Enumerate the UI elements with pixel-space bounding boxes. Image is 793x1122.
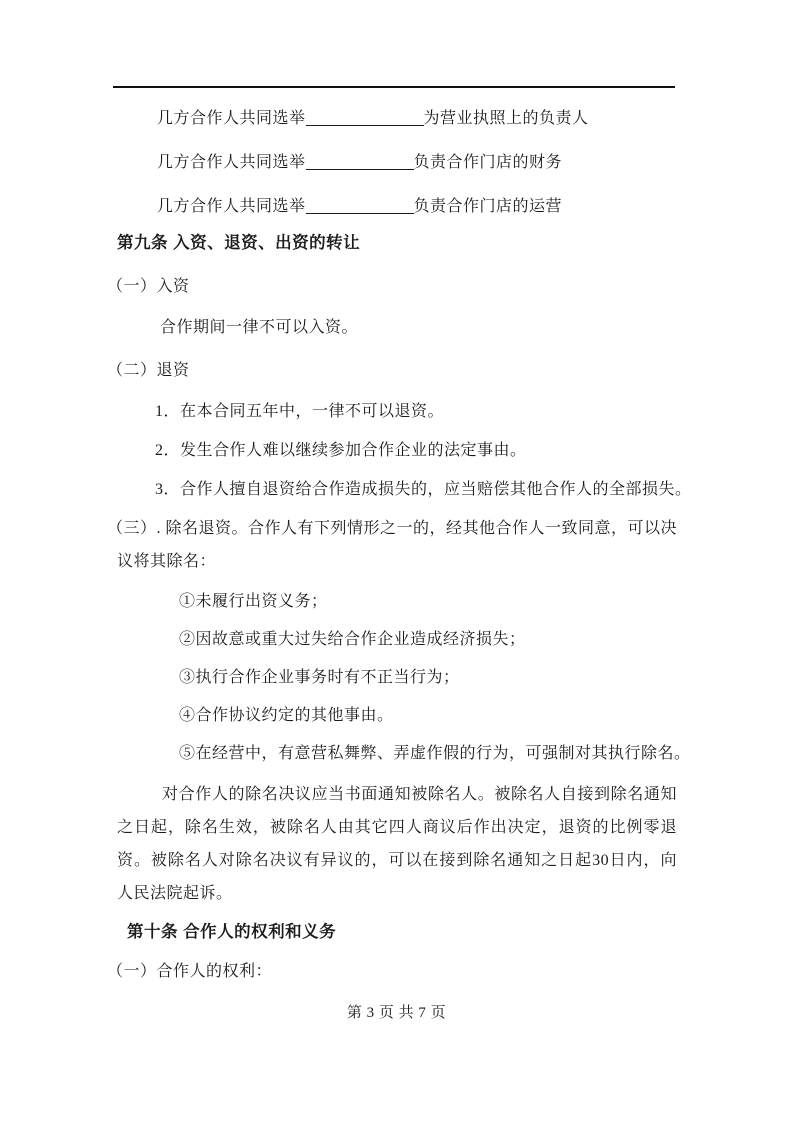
page-number: 第 3 页 共 7 页: [346, 1005, 447, 1021]
header-rule: [113, 86, 675, 88]
expulsion-procedure-paragraph: 对合作人的除名决议应当书面通知被除名人。被除名人自接到除名通知之日起，除名生效，被除名人由其它四人商议后作出决定，退资的比例零退资。被除名人对除名决议有异议的，可以在接到除名通知之日起30日内，向人民法院起诉。: [117, 786, 677, 902]
article9-section2-label: （二）退资: [107, 362, 190, 379]
article9-heading: 第九条 入资、退资、出资的转让: [117, 234, 361, 252]
expulsion-condition-item: ⑤在经营中，有意营私舞弊、弄虚作假的行为，可强制对其执行除名。: [179, 745, 691, 762]
election-clause-finance: [117, 146, 677, 179]
article10-heading: 第十条 合作人的权利和义务: [127, 923, 337, 941]
election-lead: 几方合作人共同选举: [157, 198, 306, 215]
fill-in-blank: [306, 197, 414, 214]
fill-in-blank: [306, 153, 414, 170]
withdrawal-rule-item: 1．在本合同五年中，一律不可以退资。: [155, 403, 445, 420]
withdrawal-rule-item: 2．发生合作人难以继续参加合作企业的法定事由。: [155, 442, 527, 459]
article9-section1-body: 合作期间一律不可以入资。: [160, 319, 359, 336]
election-clause-operations: [117, 190, 677, 223]
election-lead: 几方合作人共同选举: [157, 110, 306, 127]
election-role: 负责合作门店的运营: [413, 198, 563, 215]
withdrawal-rule-item: 3．合作人擅自退资给合作造成损失的，应当赔偿其他合作人的全部损失。: [155, 481, 692, 498]
election-clause-manager: [117, 102, 677, 135]
expulsion-condition-item: ③执行合作企业事务时有不正当行为；: [179, 669, 460, 686]
article10-section1-label: （一）合作人的权利：: [107, 963, 273, 980]
article9-section1-label: （一）入资: [107, 278, 190, 295]
election-role: 为营业执照上的负责人: [423, 110, 589, 127]
expulsion-condition-item: ①未履行出资义务；: [179, 593, 328, 610]
election-lead: 几方合作人共同选举: [157, 154, 306, 171]
fill-in-blank: [306, 109, 424, 126]
expulsion-condition-item: ④合作协议约定的其他事由。: [179, 707, 394, 724]
article9-section3-label: （三）. 除名退资。合作人有下列情形之一的，经其他合作人一致同意，可以决议将其除名：: [107, 520, 678, 570]
election-role: 负责合作门店的财务: [413, 154, 563, 171]
expulsion-condition-item: ②因故意或重大过失给合作企业造成经济损失；: [179, 631, 526, 648]
